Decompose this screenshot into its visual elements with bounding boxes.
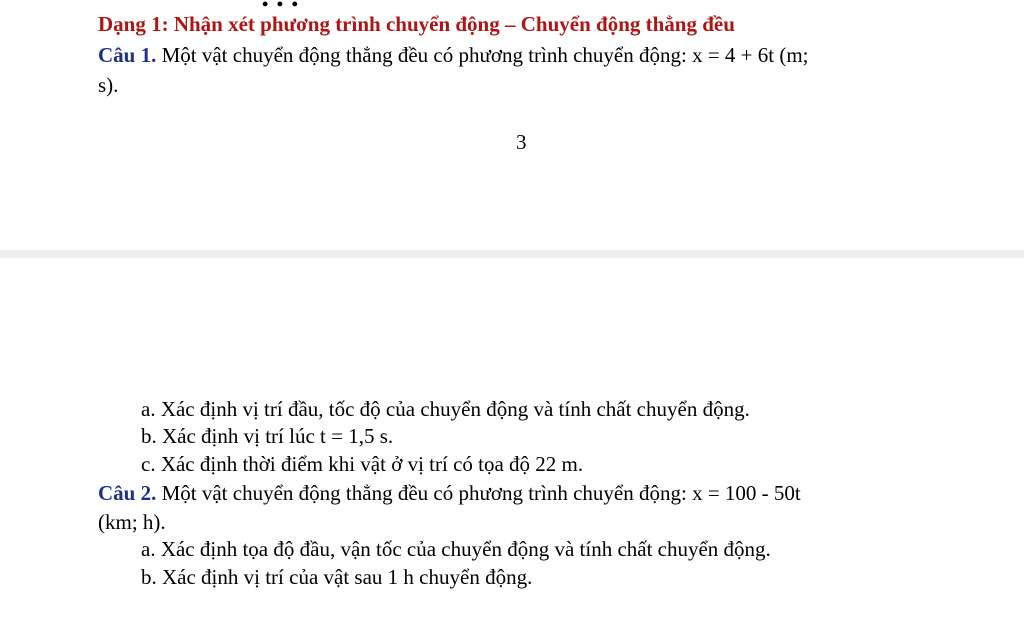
question-2-text: Một vật chuyển động thẳng đều có phương trình chuyển động: x = 100 - 50t	[156, 481, 801, 505]
section-heading: Dạng 1: Nhận xét phương trình chuyển động – Chuyển động thẳng đều	[98, 12, 735, 36]
question-1-item-b: b. Xác định vị trí lúc t = 1,5 s.	[141, 424, 394, 448]
question-2-item-b: b. Xác định vị trí của vật sau 1 h chuyển động.	[141, 565, 533, 589]
question-2-line-1	[98, 480, 801, 506]
question-1-label: Câu 1.	[98, 43, 157, 67]
question-1-line-1	[98, 42, 809, 68]
question-1-item-a: a. Xác định vị trí đầu, tốc độ của chuyển động và tính chất chuyển động.	[141, 397, 750, 421]
page-number: 3	[516, 130, 527, 154]
question-1-line-2: s).	[98, 73, 119, 97]
top-page	[0, 0, 1024, 252]
question-1-item-c: c. Xác định thời điểm khi vật ở vị trí có tọa độ 22 m.	[141, 452, 584, 476]
question-2-item-a: a. Xác định tọa độ đầu, vận tốc của chuyển động và tính chất chuyển động.	[141, 537, 771, 561]
question-2-line-2: (km; h).	[98, 510, 166, 534]
cropped-text-fragment: • • •	[262, 0, 300, 14]
question-2-label: Câu 2.	[98, 481, 157, 505]
page-separator	[0, 250, 1024, 258]
question-1-text: Một vật chuyển động thẳng đều có phương trình chuyển động: x = 4 + 6t (m;	[156, 43, 809, 67]
